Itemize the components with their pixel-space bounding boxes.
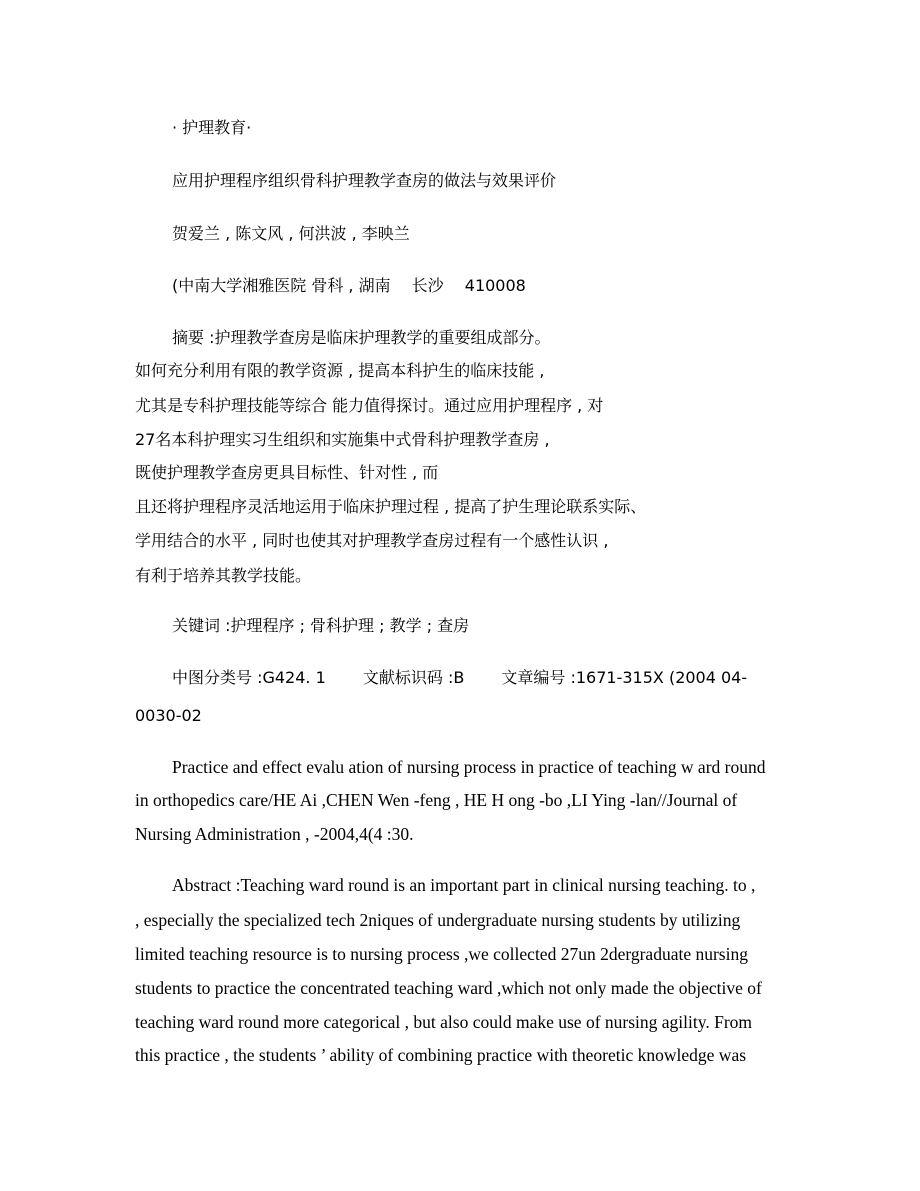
article-title: 应用护理程序组织骨科护理教学查房的做法与效果评价: [172, 171, 557, 190]
abstract-zh-line: 27名本科护理实习生组织和实施集中式骨科护理教学查房 ,: [135, 430, 550, 449]
section-label: · 护理教育·: [172, 118, 252, 137]
abstract-en-line: this practice , the students ’ ability of combining practice with theoretic knowledge was: [135, 1045, 747, 1065]
citation-en-line: Nursing Administration , -2004,4(4 :30.: [135, 824, 414, 844]
citation-en-line: Practice and effect evalu ation of nursing process in practice of teaching w ard round: [172, 757, 766, 777]
abstract-zh-line: 尤其是专科护理技能等综合 能力值得探讨。通过应用护理程序 , 对: [135, 396, 604, 415]
abstract-zh-line: 既使护理教学查房更具目标性、针对性 , 而: [135, 463, 439, 482]
abstract-zh-line: 摘要 :护理教学查房是临床护理教学的重要组成部分。: [172, 328, 551, 347]
abstract-en-line: Abstract :Teaching ward round is an important part in clinical nursing teaching. to ,: [172, 875, 756, 895]
abstract-en-line: students to practice the concentrated teaching ward ,which not only made the objective of: [135, 978, 762, 998]
citation-en-line: in orthopedics care/HE Ai ,CHEN Wen -feng , HE H ong -bo ,LI Ying -lan//Journal of: [135, 790, 738, 810]
keywords: 关键词 :护理程序 ; 骨科护理 ; 教学 ; 查房: [172, 616, 470, 635]
affiliation: (中南大学湘雅医院 骨科 , 湖南 长沙 410008: [172, 276, 526, 295]
author-list: 贺爱兰 , 陈文风 , 何洪波 , 李映兰: [172, 224, 410, 243]
classification-line: 中图分类号 :G424. 1 文献标识码 :B 文章编号 :1671-315X (2004 04-: [172, 668, 748, 687]
abstract-zh-line: 有利于培养其教学技能。: [135, 566, 312, 585]
abstract-en-line: , especially the specialized tech 2niques of undergraduate nursing students by utilizing: [135, 910, 741, 930]
abstract-zh-line: 学用结合的水平 , 同时也使其对护理教学查房过程有一个感性认识 ,: [135, 531, 609, 550]
abstract-en-line: teaching ward round more categorical , but also could make use of nursing agility. From: [135, 1012, 753, 1032]
abstract-zh-line: 如何充分利用有限的教学资源 , 提高本科护生的临床技能 ,: [135, 361, 545, 380]
classification-line: 0030-02: [135, 706, 202, 725]
abstract-zh-line: 且还将护理程序灵活地运用于临床护理过程 , 提高了护生理论联系实际、: [135, 497, 647, 516]
abstract-en-line: limited teaching resource is to nursing process ,we collected 27un 2dergraduate nursing: [135, 944, 748, 964]
